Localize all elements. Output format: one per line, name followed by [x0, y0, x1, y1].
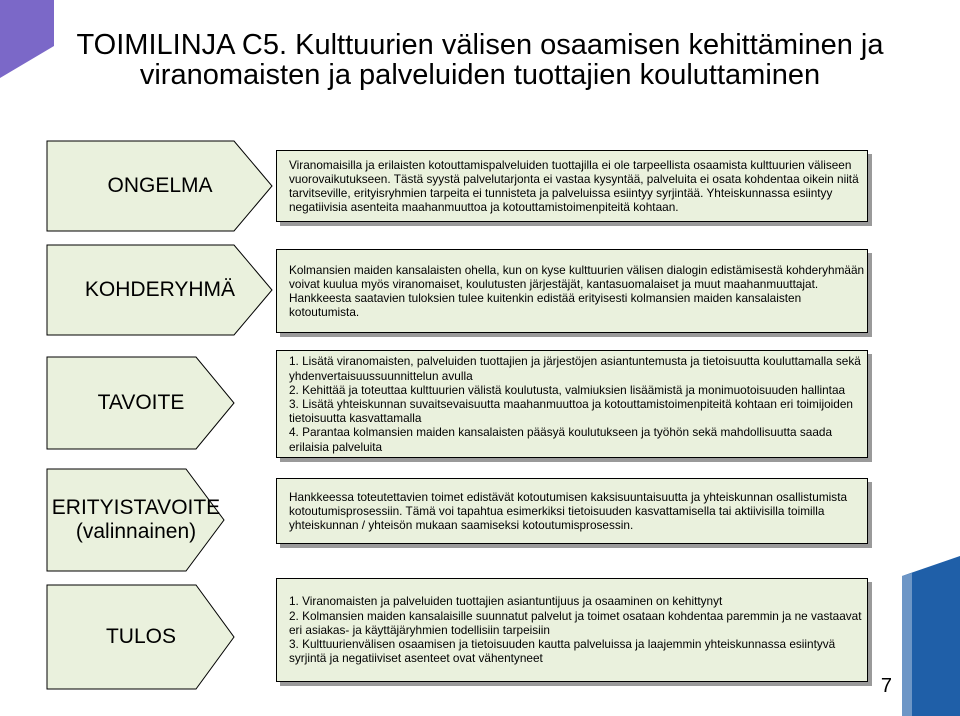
- row-label-kohderyhma: [46, 244, 274, 336]
- page-number: 7: [880, 675, 892, 697]
- row-content-text: 1. Lisätä viranomaisten, palveluiden tuottajien ja järjestöjen asiantuntemusta ja tietoisuutta kouluttamalla sekä yhdenvertaisuussuunnittelun avulla 2. Kehittää ja toteuttaa kulttuurien välistä koulutusta, valmiuksien lisäämistä ja monimuotoisuuden hallintaa 3. Lisätä yhteiskunnan suvaitsevaisuutta maahanmuuttoa ja kotouttamistoimenpiteitä kohtaan eri toimijoiden tietoisuutta kasvattamalla 4. Parantaa kolmansien maiden kansalaisten pääsyä koulutukseen ja työhön sekä mahdollisuutta saada erilaisia palveluita: [289, 354, 861, 454]
- row-content-erityistavoite: [276, 478, 868, 544]
- row-label-tulos: [46, 584, 236, 690]
- row-label-subtext: (valinnainen): [75, 520, 197, 543]
- row-label-text: TAVOITE: [97, 391, 185, 414]
- slide-title: TOIMILINJA C5. Kulttuurien välisen osaamisen kehittäminen ja viranomaisten ja palveluiden tuottajien kouluttaminen: [76, 29, 884, 91]
- row-label-text: KOHDERYHMÄ: [84, 278, 236, 301]
- row-content-ongelma: [276, 150, 868, 222]
- row-label-text: TULOS: [105, 625, 176, 648]
- row-content-text: 1. Viranomaisten ja palveluiden tuottajien asiantuntijuus ja osaaminen on kehittynyt 2. Kolmansien maiden kansalaisille suunnatut palvelut ja toimet osataan kohdentaa paremmin ja ne vastaavat eri asiakas- ja käyttäjäryhmien todellisiin tarpeisiin 3. Kulttuurienvälisen osaamisen ja tietoisuuden kautta palveluissa ja laajemmin yhteiskunnassa esiintyvä syrjintä ja negatiiviset asenteet ovat vähentyneet: [289, 594, 862, 666]
- row-label-erityistavoite: [46, 468, 226, 572]
- corner-decoration-purple: [0, 0, 60, 78]
- row-content-text: Viranomaisilla ja erilaisten kotouttamispalveluiden tuottajilla ei ole tarpeellista osaamista kulttuurien väliseen vuorovaikutukseen. Tästä syystä palvelutarjonta ei vastaa kysyntää, palveluita ei osata kohdentaa oikein niitä tarvitseville, erityisryhmien tarpeita ei tunnisteta ja palveluissa esiintyy syrjintää. Yhteiskunnassa esiintyy negatiivisia asenteita maahanmuuttoa ja kotouttamistoimenpiteitä kohtaan.: [289, 157, 859, 215]
- row-content-text: Kolmansien maiden kansalaisten ohella, kun on kyse kulttuurien välisen dialogin edistämisestä kohderyhmään voivat kuulua myös viranomaiset, koulutusten järjestäjät, kantasuomalaiset ja muut maahanmuuttajat. Hankkeesta saatavien tuloksien tulee kuitenkin edistää erityisesti kolmansien maiden kansalaisten kotoutumista.: [289, 262, 865, 320]
- row-label-text: ONGELMA: [107, 174, 213, 197]
- corner-decoration-blue: [900, 556, 960, 716]
- row-label-tavoite: [46, 356, 236, 450]
- row-content-text: Hankkeessa toteutettavien toimet edistävät kotoutumisen kaksisuuntaisuutta ja yhteiskunnan osallistumista kotoutumisprosessiin. Tämä voi tapahtua esimerkiksi tietoisuuden kasvattamisella tai aktiivisilla toimilla yhteiskunnan / yhteisön mukaan saamiseksi kotoutumisprosessin.: [289, 489, 848, 533]
- row-content-tavoite: [276, 350, 868, 458]
- row-label-text: ERITYISTAVOITE: [51, 496, 221, 519]
- row-label-ongelma: [46, 140, 274, 232]
- row-content-tulos: [276, 578, 868, 682]
- row-content-kohderyhma: [276, 249, 868, 333]
